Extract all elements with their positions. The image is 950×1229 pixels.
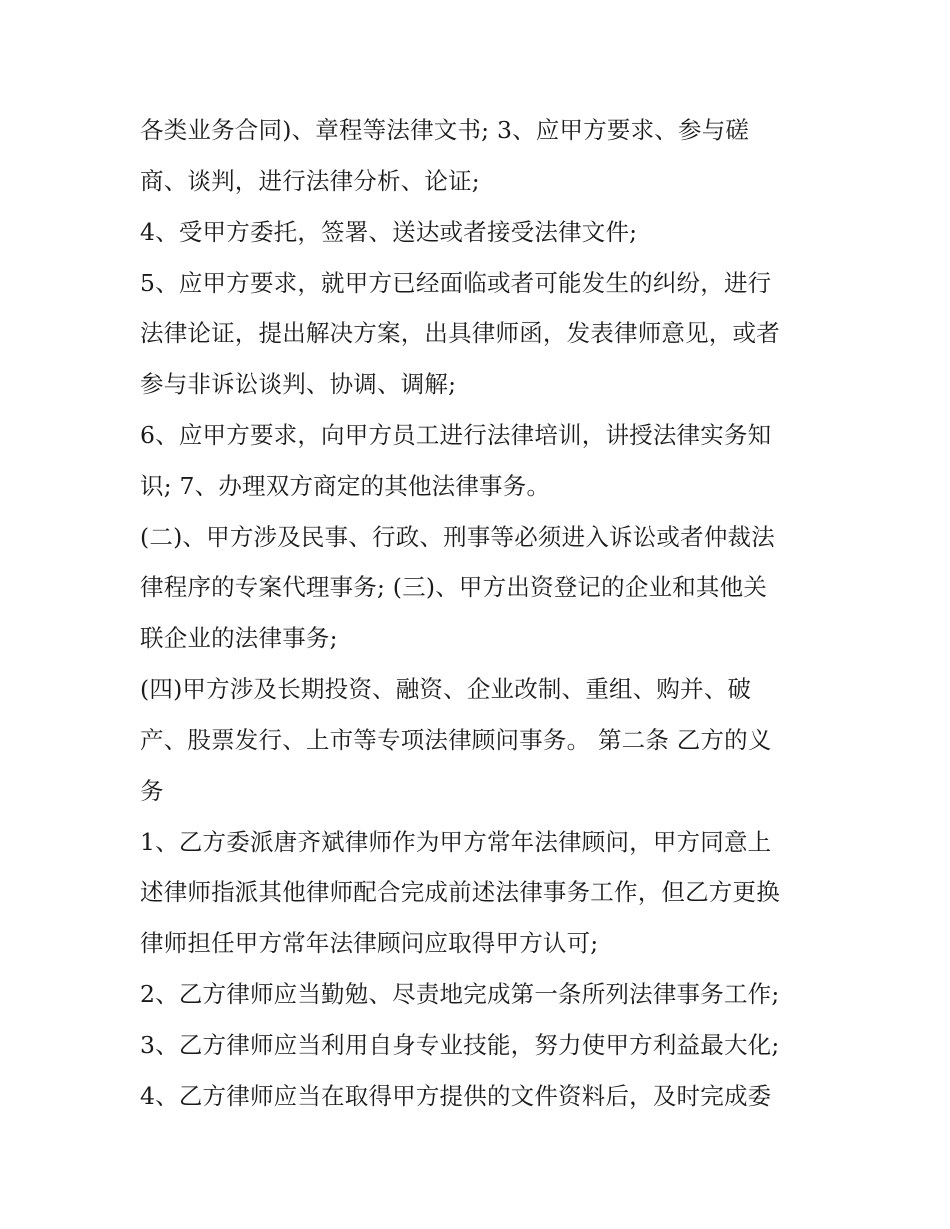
text-line: 务 (140, 777, 164, 805)
text-line: (二)、甲方涉及民事、行政、刑事等必须进入诉讼或者仲裁法 (140, 523, 775, 551)
text-line: 联企业的法律事务; (140, 624, 338, 652)
text-line: 2、乙方律师应当勤勉、尽责地完成第一条所列法律事务工作; (140, 980, 780, 1008)
text-line: 律师担任甲方常年法律顾问应取得甲方认可; (140, 929, 599, 957)
text-line: 4、受甲方委托，签署、送达或者接受法律文件; (140, 218, 638, 246)
text-line: 3、乙方律师应当利用自身专业技能，努力使甲方利益最大化; (140, 1031, 780, 1059)
text-line: (四)甲方涉及长期投资、融资、企业改制、重组、购并、破 (140, 675, 752, 703)
text-line: 各类业务合同)、章程等法律文书; 3、应甲方要求、参与磋 (140, 116, 750, 144)
text-line: 法律论证，提出解决方案，出具律师函，发表律师意见，或者 (140, 319, 780, 347)
text-line: 律程序的专案代理事务; (三)、甲方出资登记的企业和其他关 (140, 573, 768, 601)
text-line: 识; 7、办理双方商定的其他法律事务。 (140, 472, 551, 500)
text-line: 6、应甲方要求，向甲方员工进行法律培训，讲授法律实务知 (140, 421, 772, 449)
text-line: 述律师指派其他律师配合完成前述法律事务工作，但乙方更换 (140, 878, 780, 906)
text-line: 1、乙方委派唐齐斌律师作为甲方常年法律顾问，甲方同意上 (140, 828, 772, 856)
text-line: 参与非诉讼谈判、协调、调解; (140, 370, 457, 398)
text-line: 4、乙方律师应当在取得甲方提供的文件资料后，及时完成委 (140, 1082, 772, 1110)
text-line: 产、股票发行、上市等专项法律顾问事务。 第二条 乙方的义 (140, 726, 772, 754)
text-line: 商、谈判，进行法律分析、论证; (140, 167, 480, 195)
text-line: 5、应甲方要求，就甲方已经面临或者可能发生的纠纷，进行 (140, 269, 772, 297)
